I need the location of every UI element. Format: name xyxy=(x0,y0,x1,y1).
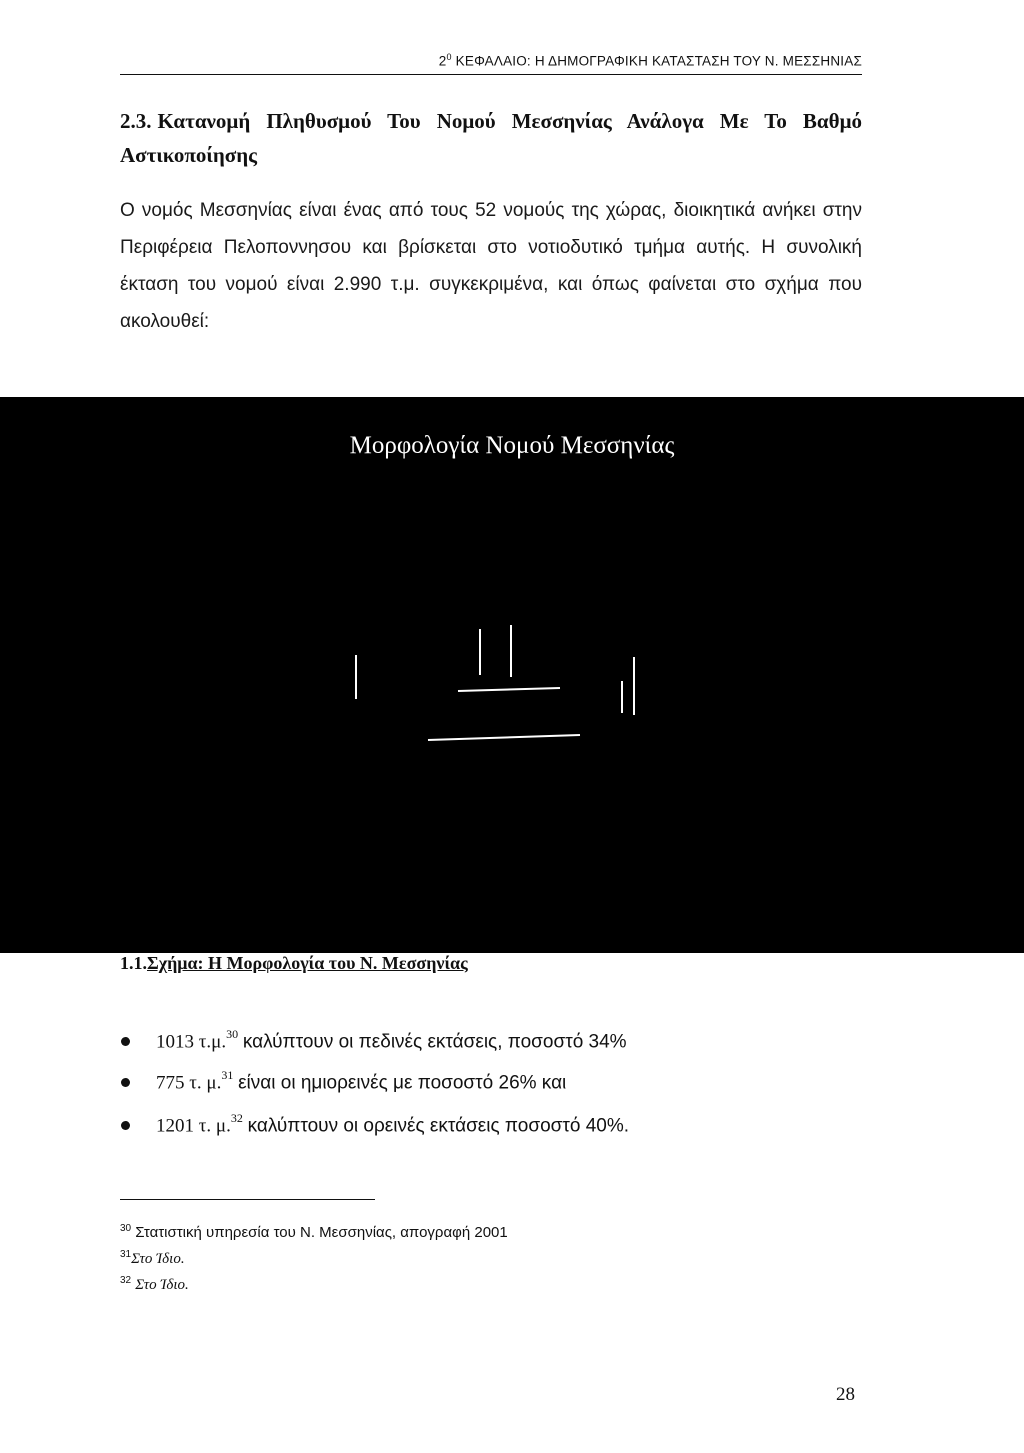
footnote xyxy=(120,1268,508,1294)
section-heading xyxy=(120,104,862,172)
page-number: 28 xyxy=(836,1384,855,1405)
bullet-value: 1013 τ.μ. xyxy=(156,1031,227,1053)
header-rule xyxy=(120,74,862,75)
bullet-value: 1201 τ. μ. xyxy=(156,1115,231,1137)
bullet-icon xyxy=(121,1121,130,1130)
section-number: 2.3. xyxy=(120,109,152,133)
caption-text: Σχήμα: Η Μορφολογία του Ν. Μεσσηνίας xyxy=(147,953,468,973)
bullet-value: 775 τ. μ. xyxy=(156,1072,222,1094)
bullet-text: καλύπτουν οι πεδινές εκτάσεις, ποσοστό 34% xyxy=(242,1031,627,1053)
footnote-ref: 31 xyxy=(221,1067,234,1082)
footnote-number: 32 xyxy=(120,1275,132,1286)
footnote xyxy=(120,1242,508,1268)
bullet-icon xyxy=(121,1037,130,1046)
footnote-ref: 30 xyxy=(226,1026,239,1041)
footnote-number: 30 xyxy=(120,1223,132,1234)
footnote xyxy=(120,1216,508,1242)
figure-artifacts xyxy=(0,397,1024,953)
figure-mark xyxy=(428,735,580,740)
footnote-number: 31 xyxy=(120,1249,132,1260)
running-header xyxy=(120,52,862,69)
footnote-rule xyxy=(120,1199,375,1200)
figure-caption xyxy=(120,953,468,974)
footnote-text: Στατιστική υπηρεσία του Ν. Μεσσηνίας, απογραφή 2001 xyxy=(135,1224,508,1241)
chapter-number: 2 xyxy=(438,53,447,69)
caption-number: 1.1. xyxy=(120,953,147,973)
bullet-text: είναι οι ημιορεινές με ποσοστό 26% και xyxy=(238,1072,567,1094)
bullet-icon xyxy=(121,1078,130,1087)
figure-title: Μορφολογία Νομού Μεσσηνίας xyxy=(349,432,675,459)
footnotes xyxy=(120,1216,508,1294)
bullet-text: καλύπτουν οι ορεινές εκτάσεις ποσοστό 40%. xyxy=(247,1115,630,1137)
chapter-sup: 0 xyxy=(446,52,452,62)
footnote-ref: 32 xyxy=(230,1110,243,1125)
footnote-text: Στο Ίδιο. xyxy=(131,1251,185,1267)
chapter-title: ΚΕΦΑΛΑΙΟ: Η ΔΗΜΟΓΡΑΦΙΚΗ ΚΑΤΑΣΤΑΣΗ ΤΟΥ Ν. ΜΕΣΣΗΝΙΑΣ xyxy=(455,53,862,69)
body-paragraph: Ο νομός Μεσσηνίας είναι ένας από τους 52 νομούς της χώρας, διοικητικά ανήκει στην Περιφέρεια Πελοποννησου και βρίσκεται στο νοτιοδυτικό τμήμα αυτής. Η συνολική έκταση του νομού είναι 2.990 τ.μ. συγκεκριμένα, και όπως φαίνεται στο σχήμα που ακολουθεί: xyxy=(120,200,862,332)
footnote-text: Στο Ίδιο. xyxy=(135,1277,189,1293)
section-title: Κατανομή Πληθυσμού Του Νομού Μεσσηνίας Ανάλογα Με Το Βαθμό Αστικοποίησης xyxy=(120,109,862,167)
figure-mark xyxy=(458,688,560,691)
